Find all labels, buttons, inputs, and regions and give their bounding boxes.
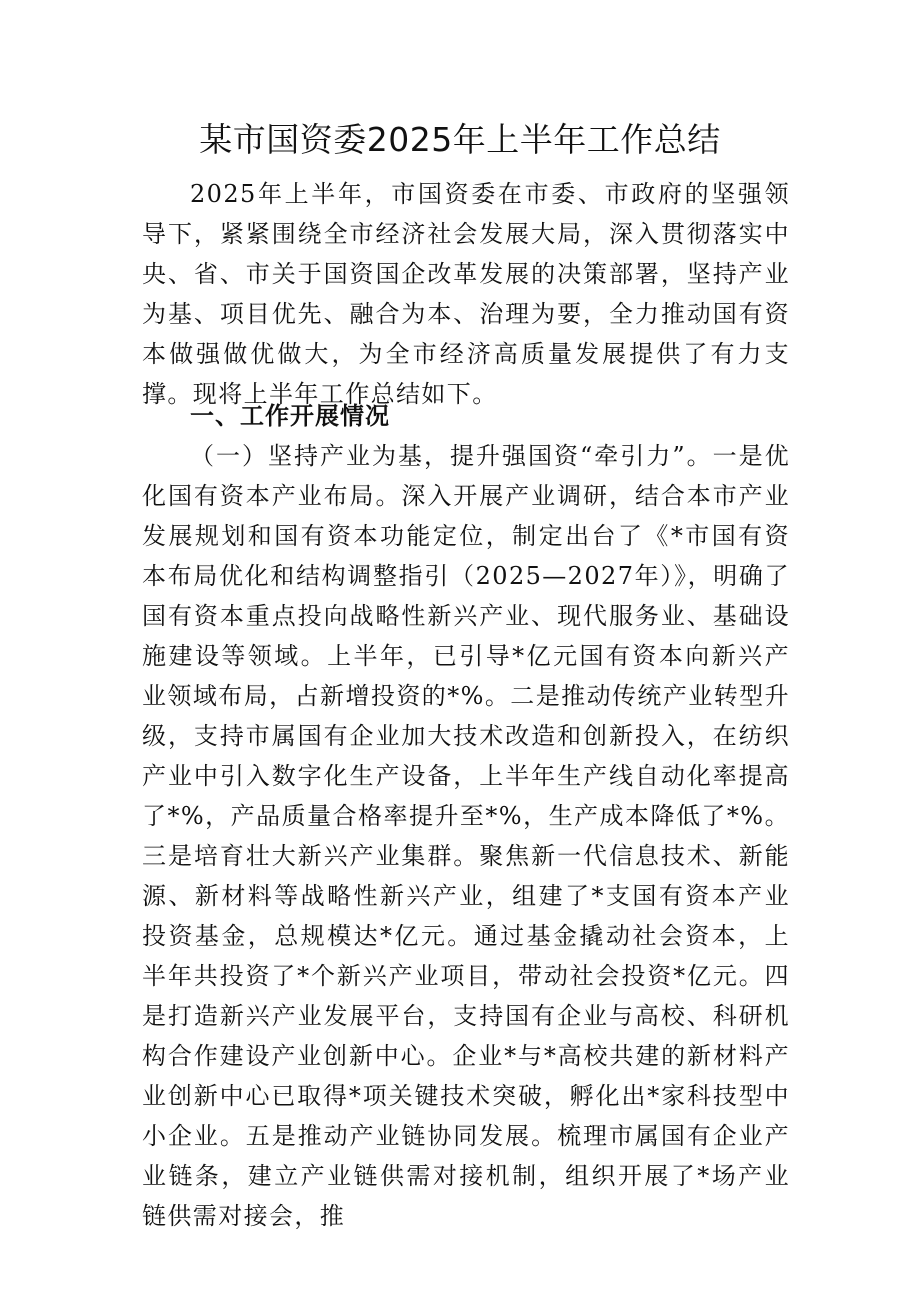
document-title: 某市国资委2025年上半年工作总结	[199, 120, 721, 159]
section-1-paragraph: （一）坚持产业为基，提升强国资“牵引力”。一是优化国有资本产业布局。深入开展产业调研，结合本市产业发展规划和国有资本功能定位，制定出台了《*市国有资本布局优化和结构调整指引（2025—2027年）》，明确了国有资本重点投向战略性新兴产业、现代服务业、基础设施建设等领域。上半年，已引导*亿元国有资本向新兴产业领域布局，占新增投资的*%。二是推动传统产业转型升级，支持市属国有企业加大技术改造和创新投入，在纺织产业中引入数字化生产设备，上半年生产线自动化率提高了*%，产品质量合格率提升至*%，生产成本降低了*%。三是培育壮大新兴产业集群。聚焦新一代信息技术、新能源、新材料等战略性新兴产业，组建了*支国有资本产业投资基金，总规模达*亿元。通过基金撬动社会资本，上半年共投资了*个新兴产业项目，带动社会投资*亿元。四是打造新兴产业发展平台，支持国有企业与高校、科研机构合作建设产业创新中心。企业*与*高校共建的新材料产业创新中心已取得*项关键技术突破，孵化出*家科技型中小企业。五是推动产业链协同发展。梳理市属国有企业产业链条，建立产业链供需对接机制，组织开展了*场产业链供需对接会，推	[142, 442, 790, 1230]
section-heading-1: 一、工作开展情况	[190, 402, 390, 430]
intro-paragraph: 2025年上半年，市国资委在市委、市政府的坚强领导下，紧紧围绕全市经济社会发展大局，深入贯彻落实中央、省、市关于国资国企改革发展的决策部署，坚持产业为基、项目优先、融合为本、治理为要，全力推动国有资本做强做优做大，为全市经济高质量发展提供了有力支撑。现将上半年工作总结如下。	[142, 180, 790, 408]
